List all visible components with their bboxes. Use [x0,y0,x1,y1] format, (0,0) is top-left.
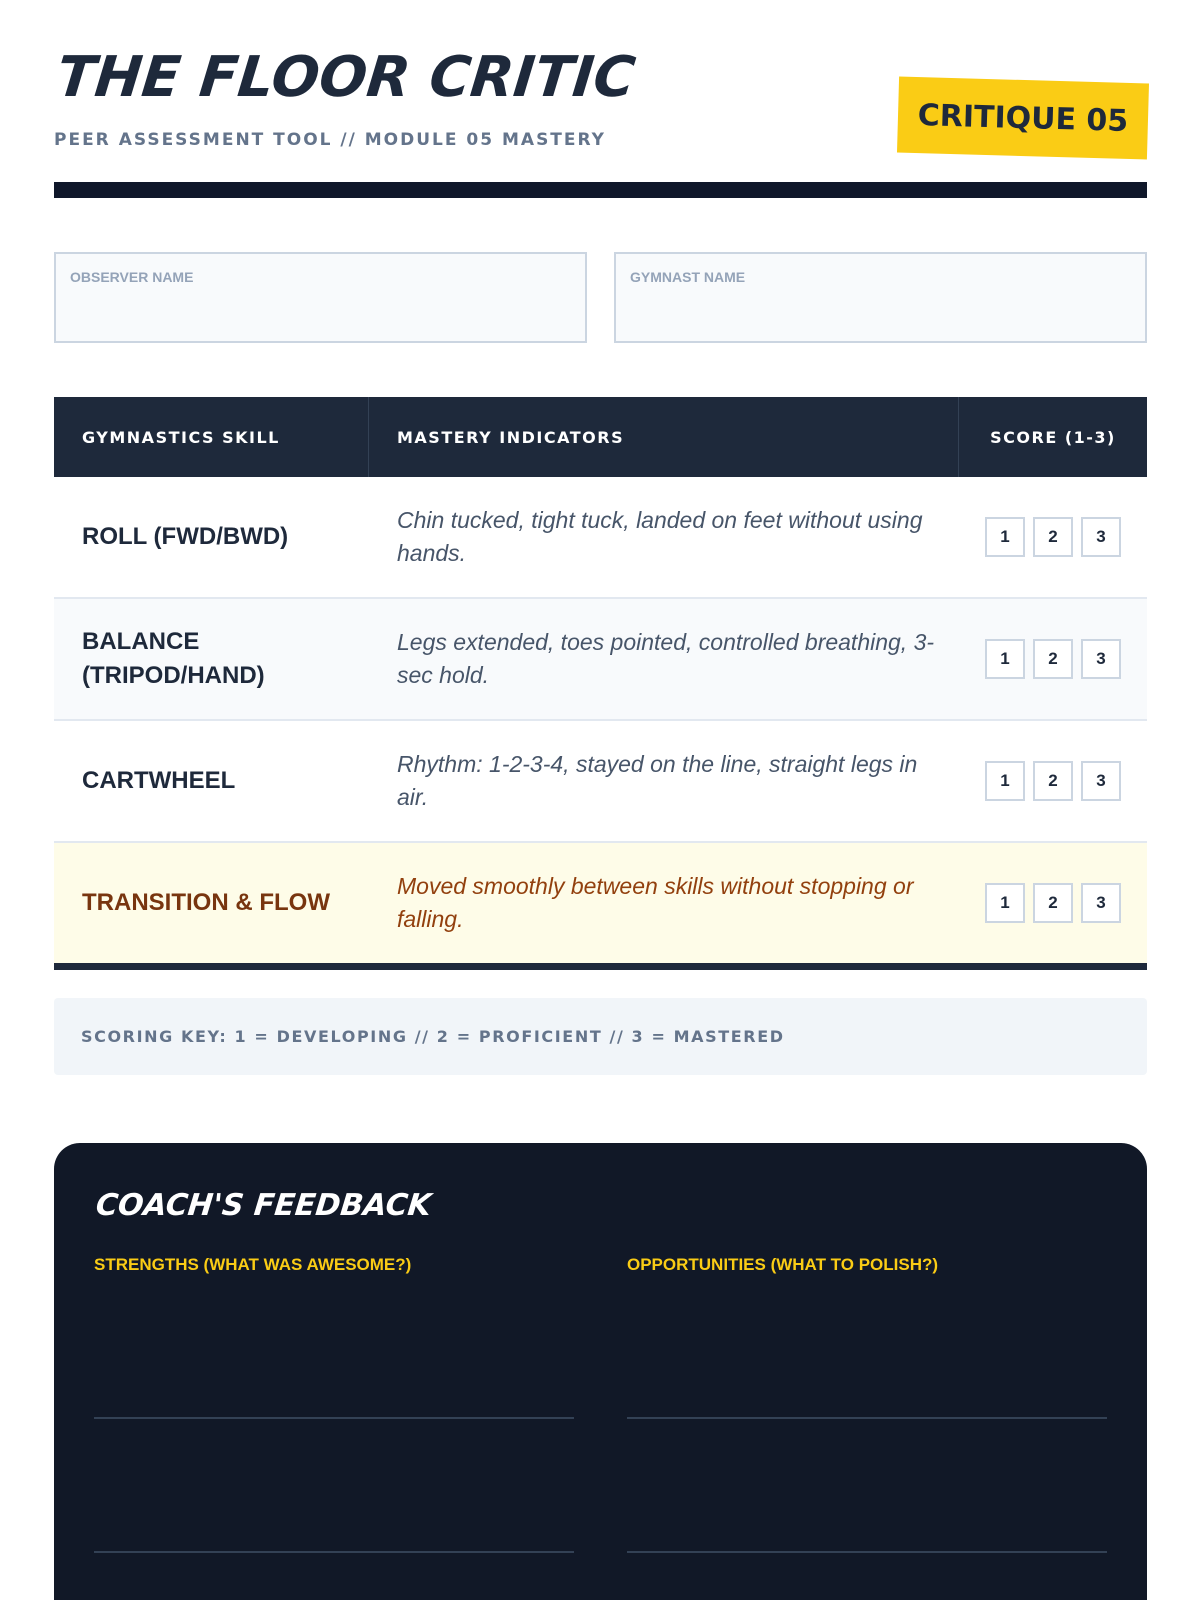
score-button-1[interactable]: 1 [985,761,1025,801]
coach-feedback-panel [54,1143,1147,1600]
score-button-3[interactable]: 3 [1081,761,1121,801]
gymnast-name-field[interactable] [614,252,1147,343]
gymnast-name-input[interactable] [630,294,1131,330]
observer-name-field[interactable] [54,252,587,343]
observer-name-input[interactable] [70,294,571,330]
score-button-2[interactable]: 2 [1033,517,1073,557]
score-options [959,599,1147,719]
score-button-3[interactable]: 3 [1081,517,1121,557]
column-header-indicators: MASTERY INDICATORS [369,397,959,477]
opportunities-writing-line[interactable] [627,1417,1107,1419]
score-button-1[interactable]: 1 [985,517,1025,557]
score-button-3[interactable]: 3 [1081,883,1121,923]
score-button-2[interactable]: 2 [1033,883,1073,923]
feedback-title: COACH'S FEEDBACK [94,1188,433,1223]
skill-name: BALANCE (TRIPOD/HAND) [82,628,265,689]
strengths-label: STRENGTHS (WHAT WAS AWESOME?) [94,1255,412,1274]
strengths-writing-line[interactable] [94,1551,574,1553]
table-row [54,477,1147,599]
strengths-section [94,1255,574,1275]
table-row [54,599,1147,721]
score-options [959,721,1147,841]
score-button-1[interactable]: 1 [985,639,1025,679]
score-button-3[interactable]: 3 [1081,639,1121,679]
score-button-2[interactable]: 2 [1033,639,1073,679]
observer-name-label: OBSERVER NAME [70,269,194,285]
page-subtitle: PEER ASSESSMENT TOOL // MODULE 05 MASTERY [54,130,606,150]
scoring-key: SCORING KEY: 1 = DEVELOPING // 2 = PROFICIENT // 3 = MASTERED [54,998,1147,1075]
score-options [959,477,1147,597]
critique-badge: CRITIQUE 05 [897,77,1149,160]
mastery-indicators: Rhythm: 1-2-3-4, stayed on the line, straight legs in air. [397,750,918,810]
score-button-2[interactable]: 2 [1033,761,1073,801]
gymnast-name-label: GYMNAST NAME [630,269,746,285]
page-title: THE FLOOR CRITIC [53,45,639,110]
column-header-score: SCORE (1-3) [990,427,1116,447]
mastery-indicators: Moved smoothly between skills without stopping or falling. [397,872,914,932]
skill-name: CARTWHEEL [82,767,236,795]
table-row-highlighted [54,843,1147,970]
skill-name: ROLL (FWD/BWD) [82,523,289,551]
opportunities-label: OPPORTUNITIES (WHAT TO POLISH?) [627,1255,939,1274]
column-header-skill: GYMNASTICS SKILL [54,397,369,477]
strengths-writing-line[interactable] [94,1417,574,1419]
skills-table [54,397,1147,970]
opportunities-writing-line[interactable] [627,1551,1107,1553]
table-row [54,721,1147,843]
table-header [54,397,1147,477]
skill-name: TRANSITION & FLOW [82,889,330,917]
score-button-1[interactable]: 1 [985,883,1025,923]
score-options [959,843,1147,963]
mastery-indicators: Legs extended, toes pointed, controlled breathing, 3-sec hold. [397,628,935,688]
mastery-indicators: Chin tucked, tight tuck, landed on feet without using hands. [397,506,923,566]
header-divider [54,182,1147,198]
opportunities-section [627,1255,1107,1275]
